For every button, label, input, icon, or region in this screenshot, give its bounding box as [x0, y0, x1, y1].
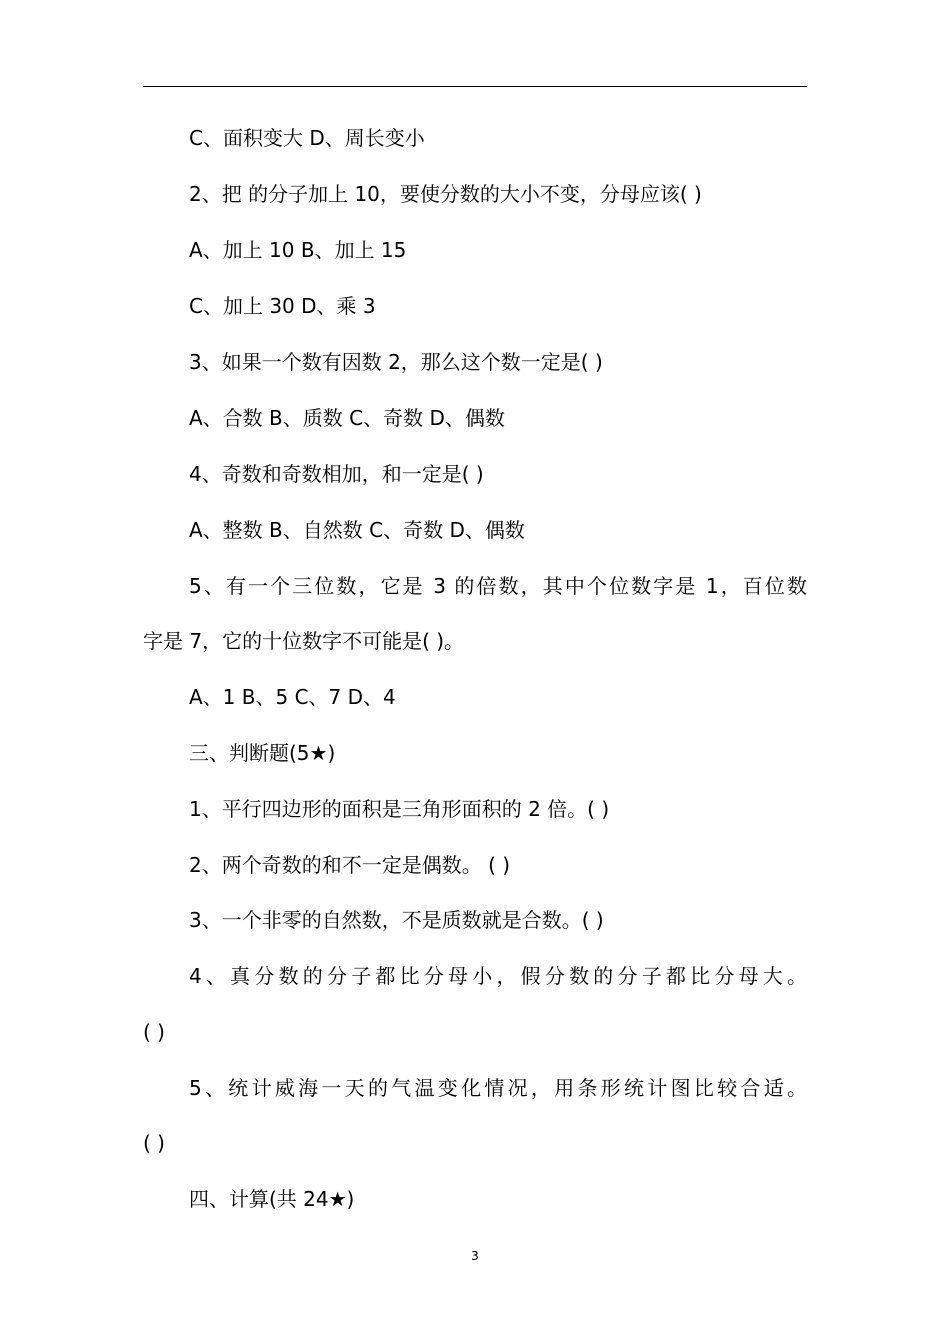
judgement-4: 4、真分数的分子都比分母小，假分数的分子都比分母大。 — [189, 964, 807, 988]
judgement-1: 1、平行四边形的面积是三角形面积的 2 倍。( ) — [189, 797, 610, 821]
question-4: 4、奇数和奇数相加，和一定是( ) — [189, 462, 484, 486]
section-heading-calculation: 四、计算(共 24★) — [189, 1187, 355, 1211]
header-rule — [143, 86, 807, 87]
option-line-c-d: C、加上 30 D、乘 3 — [189, 294, 376, 318]
judgement-5: 5、统计威海一天的气温变化情况，用条形统计图比较合适。 — [189, 1076, 807, 1100]
option-line-a-b: A、加上 10 B、加上 15 — [189, 238, 407, 262]
question-5-continued: 字是 7，它的十位数字不可能是( )。 — [143, 629, 465, 653]
option-line-c-d: C、面积变大 D、周长变小 — [189, 126, 425, 150]
judgement-2: 2、两个奇数的和不一定是偶数。 ( ) — [189, 853, 511, 877]
question-2: 2、把 的分子加上 10，要使分数的大小不变，分母应该( ) — [189, 182, 702, 206]
question-5: 5、有一个三位数，它是 3 的倍数，其中个位数字是 1，百位数 — [189, 574, 807, 598]
option-line: A、合数 B、质数 C、奇数 D、偶数 — [189, 406, 505, 430]
judgement-4-bracket: ( ) — [143, 1020, 165, 1044]
option-line: A、1 B、5 C、7 D、4 — [189, 685, 396, 709]
question-3: 3、如果一个数有因数 2，那么这个数一定是( ) — [189, 350, 603, 374]
page-number: 3 — [471, 1249, 479, 1263]
section-heading-judgement: 三、判断题(5★) — [189, 741, 336, 765]
judgement-5-bracket: ( ) — [143, 1131, 165, 1155]
judgement-3: 3、一个非零的自然数，不是质数就是合数。( ) — [189, 908, 604, 932]
option-line: A、整数 B、自然数 C、奇数 D、偶数 — [189, 518, 525, 542]
